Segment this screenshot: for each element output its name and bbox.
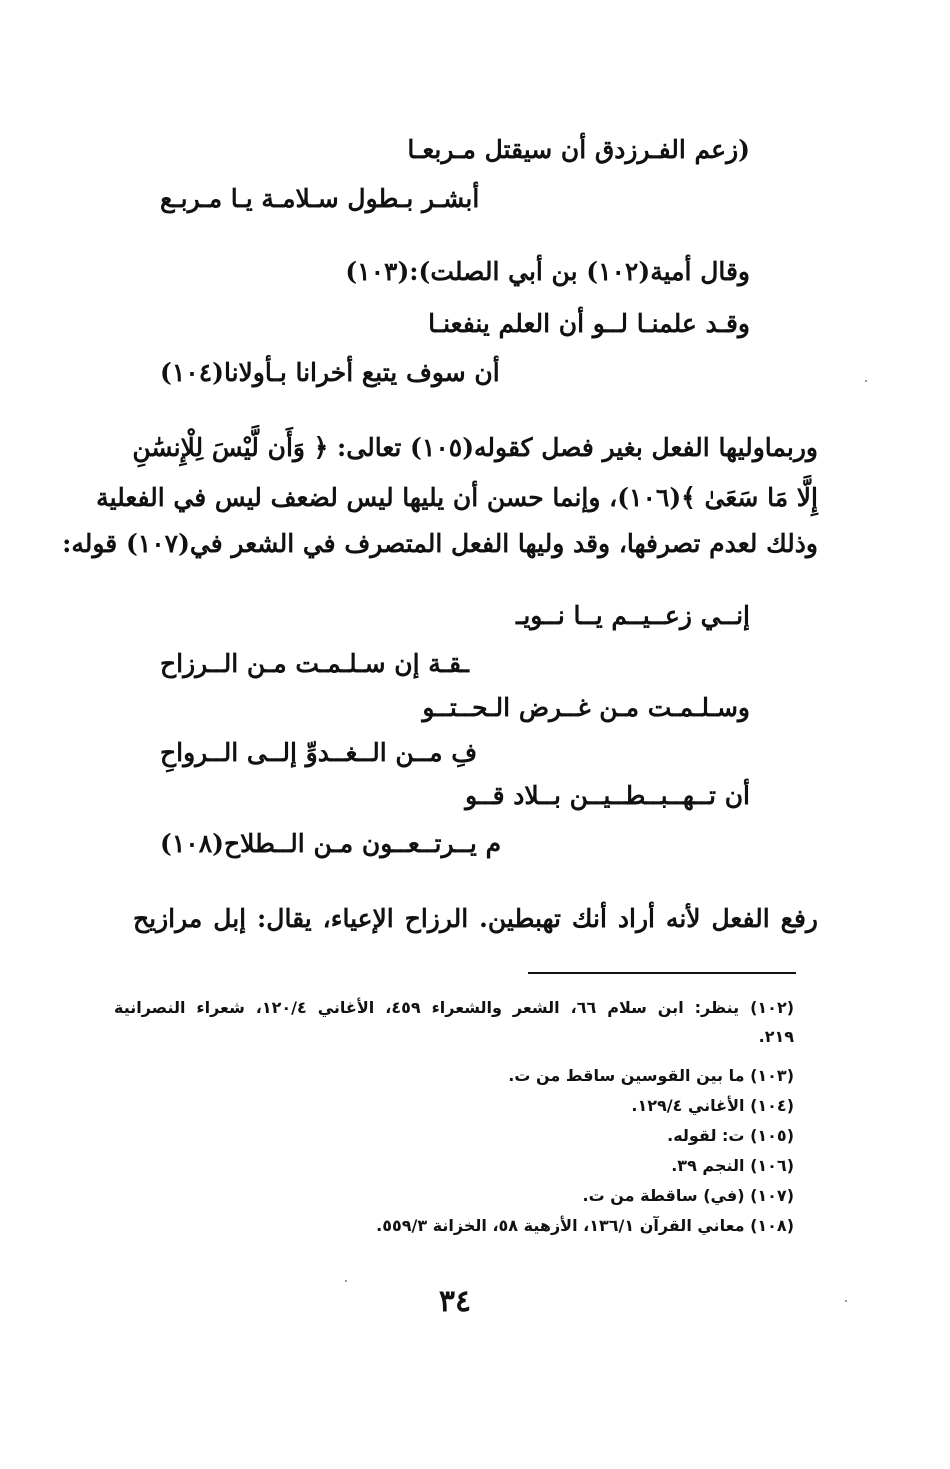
scan-speck <box>865 380 867 382</box>
poem1-line2: أبشـر بـطول سـلامـة يـا مـربـع <box>160 184 480 213</box>
poem3-line4: فِ مــن الــغــدوِّ إلــى الــرواحِ <box>160 738 478 767</box>
poem1-line1: (زعم الفـرزدق أن سيقتل مـربعـا <box>407 135 750 164</box>
paragraph1-line2: إِلَّا مَا سَعَىٰ ﴾(١٠٦)، وإنما حسن أن يليها ليس لضعف ليس في الفعلية <box>96 483 818 512</box>
footnote-105: (١٠٥) ت: لقوله. <box>667 1126 794 1145</box>
poem3-line3: وسـلـمـت مـن غــرض الـحــتــو <box>422 693 750 722</box>
poem3-line6: م يــرتــعــون مـن الــطلاح(١٠٨) <box>160 829 502 858</box>
paragraph1-line3: وذلك لعدم تصرفها، وقد وليها الفعل المتصرف في الشعر في(١٠٧) قوله: <box>62 529 818 558</box>
paragraph2: رفع الفعل لأنه أراد أنك تهبطين. الرزاح الإعياء، يقال: إبل مرازيح <box>133 904 818 933</box>
footnote-107: (١٠٧) (في) ساقطة من ت. <box>582 1186 794 1205</box>
poem2-line1: وقـد علمنـا لــو أن العلم ينفعنـا <box>428 309 750 338</box>
poem2-intro: وقال أمية(١٠٢) بن أبي الصلت):(١٠٣) <box>345 257 750 286</box>
footnote-separator <box>528 972 796 974</box>
scan-speck <box>345 1280 347 1282</box>
footnote-103: (١٠٣) ما بين القوسين ساقط من ت. <box>508 1066 794 1085</box>
scan-speck <box>845 1300 847 1302</box>
footnote-102-continued: ٢١٩. <box>758 1027 794 1046</box>
footnote-102: (١٠٢) ينظر: ابن سلام ٦٦، الشعر والشعراء ٤٥٩، الأغاني ١٢٠/٤، شعراء النصرانية <box>114 998 795 1017</box>
page-number: ٣٤ <box>438 1284 472 1319</box>
footnote-108: (١٠٨) معاني القرآن ١٣٦/١، الأزهية ٥٨، الخزانة ٥٥٩/٣. <box>376 1216 794 1235</box>
poem2-line2: أن سوف يتبع أخرانا بـأولانا(١٠٤) <box>160 358 500 387</box>
poem3-line1: إنــي زعــيــم يــا نــويـ <box>516 601 750 630</box>
footnote-104: (١٠٤) الأغاني ١٢٩/٤. <box>631 1096 794 1115</box>
paragraph1-line1: وربماوليها الفعل بغير فصل كقوله(١٠٥) تعالى: ﴿ وَأَن لَّيْسَ لِلْإِنسَٰنِ <box>132 433 818 462</box>
poem3-line5: أن تــهــبــطــيــن بــلاد قــو <box>465 781 750 810</box>
poem3-line2: ـقـة إن سـلـمـت مـن الــرزاح <box>160 649 469 678</box>
footnote-106: (١٠٦) النجم ٣٩. <box>671 1156 794 1175</box>
